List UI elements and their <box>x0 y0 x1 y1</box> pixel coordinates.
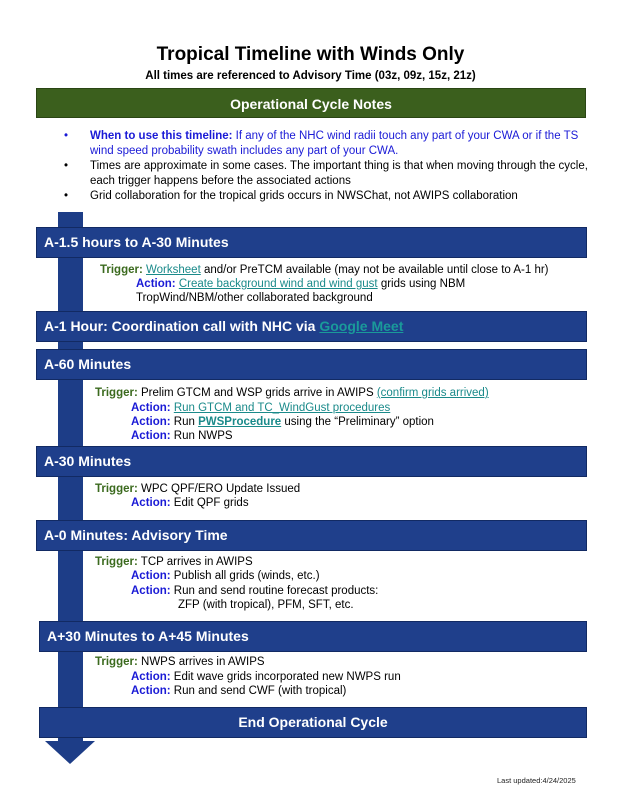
note-text: Times are approximate in some cases. The important thing is that when moving through the cycle, each trigger happens before the associated actions <box>90 160 588 187</box>
note-item <box>64 159 594 188</box>
trigger-text: Prelim GTCM and WSP grids arrive in AWIPS <box>137 387 377 399</box>
action-label: Action: <box>131 402 171 414</box>
note-text: Grid collaboration for the tropical grids occurs in NWSChat, not AWIPS collaboration <box>90 190 518 203</box>
action-label: Action: <box>131 497 171 509</box>
cycle-notes-heading: Operational Cycle Notes <box>36 88 586 118</box>
action-label: Action: <box>131 430 171 442</box>
trigger-label: Trigger: <box>95 387 138 399</box>
action-line <box>131 670 401 684</box>
trigger-label: Trigger: <box>95 556 138 568</box>
trigger-line <box>95 555 253 569</box>
worksheet-link[interactable]: Worksheet <box>146 264 201 276</box>
bullet-icon: • <box>64 190 69 203</box>
action-line <box>131 429 233 443</box>
action-text: grids using NBM <box>377 278 466 290</box>
action-continuation: TropWind/NBM/other collaborated background <box>136 292 373 304</box>
action-line <box>131 684 346 698</box>
timeline-arrow-down-icon <box>45 741 95 764</box>
action-label: Action: <box>131 416 171 428</box>
action-line <box>131 401 390 415</box>
action-line <box>131 584 378 598</box>
trigger-text: TCP arrives in AWIPS <box>137 556 253 568</box>
confirm-grids-link[interactable]: (confirm grids arrived) <box>376 387 489 399</box>
action-label: Action: <box>131 671 171 683</box>
trigger-text: NWPS arrives in AWIPS <box>137 656 265 668</box>
last-updated: Last updated:4/24/2025 <box>497 776 576 785</box>
section-a-60: A-60 Minutes <box>36 349 587 380</box>
action-line <box>131 415 434 429</box>
action-continuation: ZFP (with tropical), PFM, SFT, etc. <box>178 599 354 611</box>
pws-procedure-link[interactable]: PWSProcedure <box>198 416 282 428</box>
create-background-link[interactable]: Create background wind and wind gust <box>178 278 378 290</box>
action-label: Action: <box>131 585 171 597</box>
action-line <box>136 277 465 291</box>
page-subtitle: All times are referenced to Advisory Time (03z, 09z, 15z, 21z) <box>145 70 476 82</box>
bullet-icon: • <box>64 160 69 173</box>
trigger-label: Trigger: <box>95 483 138 495</box>
google-meet-link[interactable]: Google Meet <box>319 318 404 334</box>
timeline-spine <box>58 212 83 742</box>
note-item <box>64 189 594 204</box>
action-text: Run <box>170 416 199 428</box>
action-label: Action: <box>136 278 176 290</box>
section-a-0-advisory: A-0 Minutes: Advisory Time <box>36 520 587 551</box>
action-text: Edit QPF grids <box>170 497 249 509</box>
bullet-icon: • <box>64 130 69 142</box>
action-text: Run and send routine forecast products: <box>170 585 379 597</box>
action-line <box>131 496 249 510</box>
action-text: Run and send CWF (with tropical) <box>170 685 347 697</box>
action-line <box>131 569 320 583</box>
trigger-line <box>95 655 265 669</box>
action-text: using the “Preliminary” option <box>281 416 434 428</box>
section-title: A-1 Hour: Coordination call with NHC via <box>44 318 320 334</box>
trigger-line <box>95 482 300 496</box>
action-text: Run NWPS <box>170 430 233 442</box>
note-item <box>64 129 594 158</box>
note-label: When to use this timeline: <box>90 130 233 142</box>
cycle-notes-list <box>64 129 594 205</box>
section-a-1-5h: A-1.5 hours to A-30 Minutes <box>36 227 587 258</box>
trigger-text: WPC QPF/ERO Update Issued <box>137 483 301 495</box>
trigger-label: Trigger: <box>100 264 143 276</box>
action-label: Action: <box>131 685 171 697</box>
trigger-line <box>100 263 549 277</box>
trigger-text: and/or PreTCM available (may not be available until close to A-1 hr) <box>200 264 549 276</box>
section-a-1h-call <box>36 311 587 342</box>
action-text: Publish all grids (winds, etc.) <box>170 570 320 582</box>
run-gtcm-link[interactable]: Run GTCM and TC_WindGust procedures <box>173 402 391 414</box>
section-a-30-to-45: A+30 Minutes to A+45 Minutes <box>39 621 587 652</box>
section-a-30: A-30 Minutes <box>36 446 587 477</box>
action-text: Edit wave grids incorporated new NWPS run <box>170 671 401 683</box>
note-text: If any of the NHC wind radii touch any part of your CWA or if the TS wind speed probability swath includes any part of your CWA. <box>90 130 579 157</box>
trigger-label: Trigger: <box>95 656 138 668</box>
end-cycle-bar: End Operational Cycle <box>39 707 587 738</box>
action-label: Action: <box>131 570 171 582</box>
trigger-line <box>95 386 489 400</box>
page-title: Tropical Timeline with Winds Only <box>156 44 465 65</box>
